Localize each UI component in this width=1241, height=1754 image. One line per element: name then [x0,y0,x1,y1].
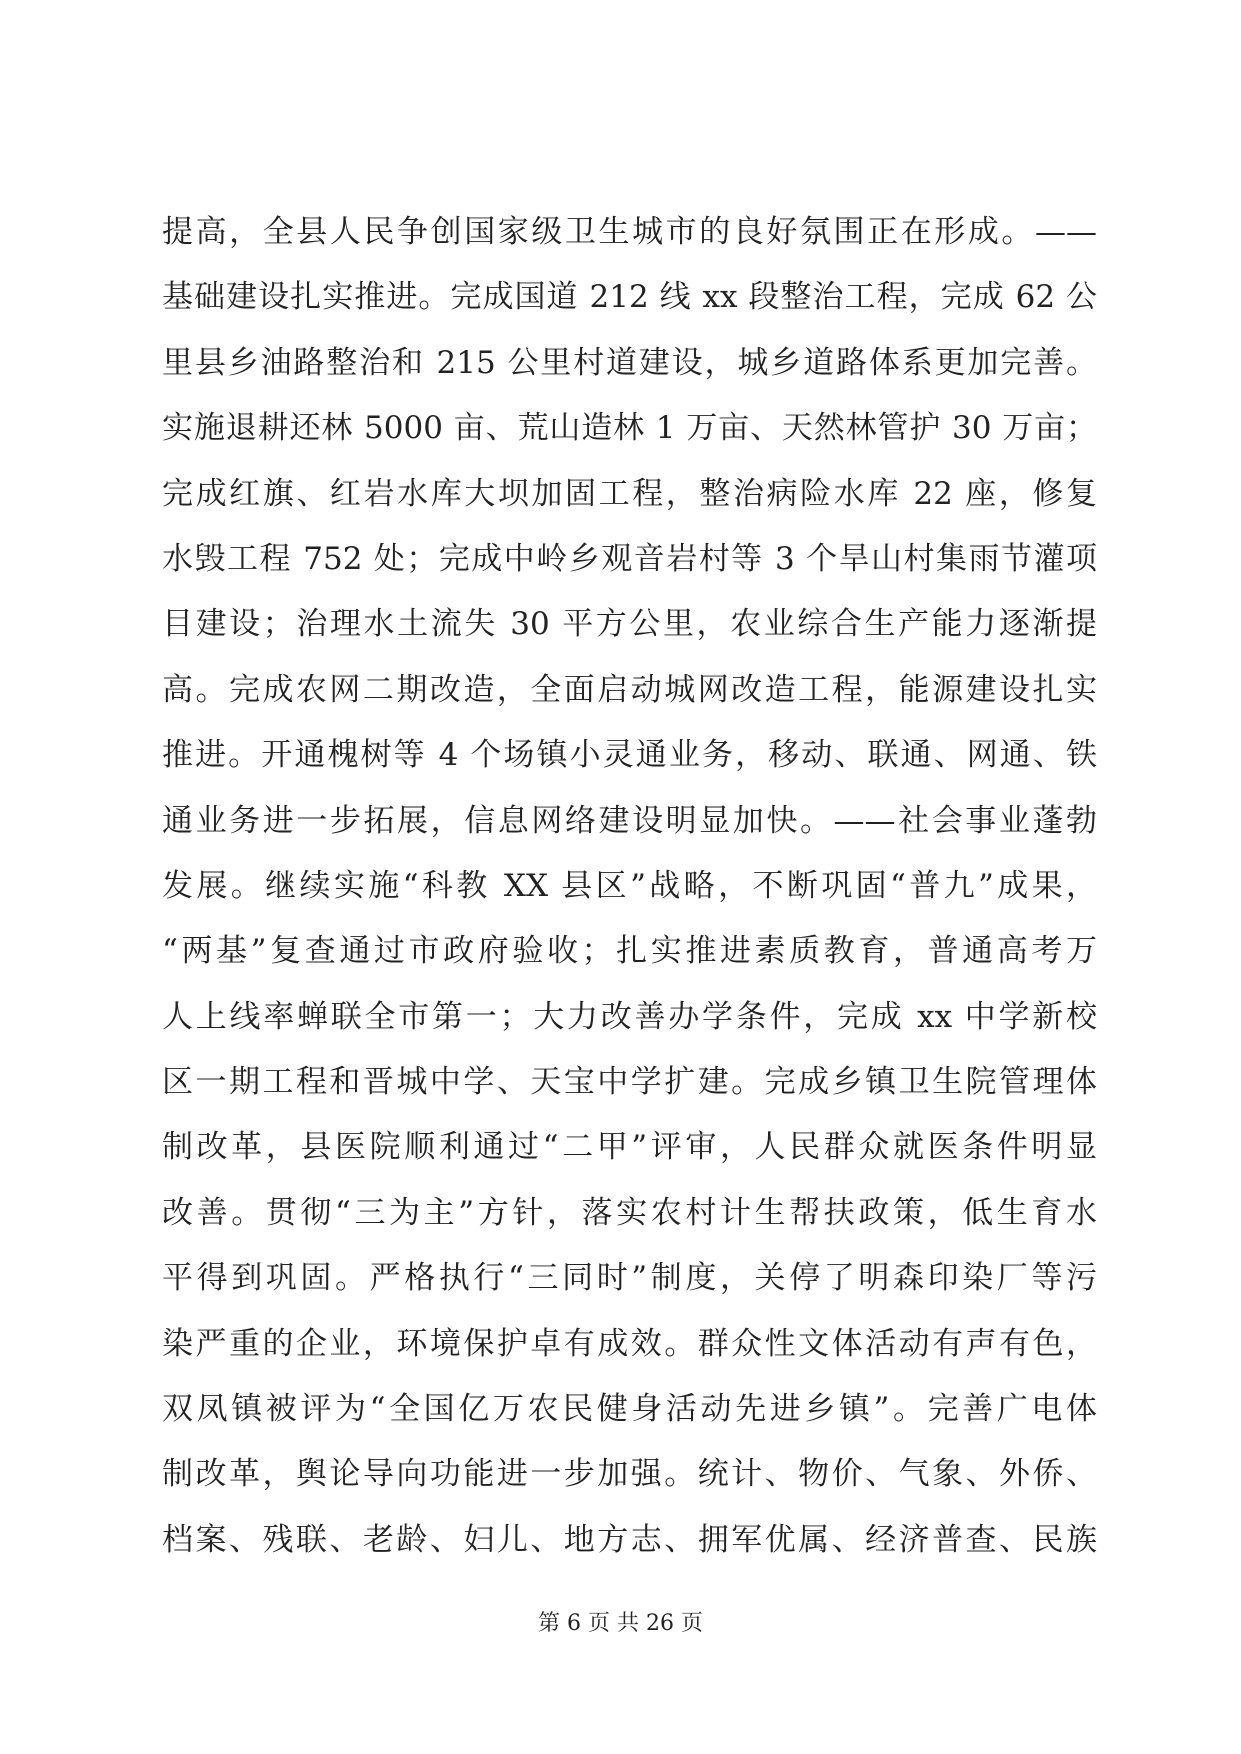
text-line: 染严重的企业，环境保护卓有成效。群众性文体活动有声有色， [162,1325,1097,1362]
text-line: 双凤镇被评为“全国亿万农民健身活动先进乡镇”。完善广电体 [162,1391,1097,1428]
text-line: 改善。贯彻“三为主”方针，落实农村计生帮扶政策，低生育水 [162,1194,1097,1231]
text-line: 平得到巩固。严格执行“三同时”制度，关停了明森印染厂等污 [162,1260,1097,1297]
text-line: 完成红旗、红岩水库大坝加固工程，整治病险水库 22 座，修复 [162,475,1097,512]
text-line: 发展。继续实施“科教 XX 县区”战略，不断巩固“普九”成果， [162,867,1097,904]
text-line: 区一期工程和晋城中学、天宝中学扩建。完成乡镇卫生院管理体 [162,1064,1097,1101]
text-line: 提高，全县人民争创国家级卫生城市的良好氛围正在形成。—— [162,214,1097,250]
text-line: 实施退耕还林 5000 亩、荒山造林 1 万亩、天然林管护 30 万亩； [162,410,1097,447]
page-number-footer: 第 6 页 共 26 页 [538,1611,703,1636]
text-line: 制改革，县医院顺利通过“二甲”评审，人民群众就医条件明显 [162,1129,1097,1166]
text-line: 通业务进一步拓展，信息网络建设明显加快。——社会事业蓬勃 [162,802,1097,839]
text-line: 制改革，舆论导向功能进一步加强。统计、物价、气象、外侨、 [162,1456,1097,1493]
text-line: 人上线率蝉联全市第一；大力改善办学条件，完成 xx 中学新校 [162,998,1097,1035]
text-line: 推进。开通槐树等 4 个场镇小灵通业务，移动、联通、网通、铁 [162,737,1097,774]
text-line: 目建设；治理水土流失 30 平方公里，农业综合生产能力逐渐提 [162,606,1097,643]
body-paragraph [162,200,1097,1573]
text-line: 档案、残联、老龄、妇儿、地方志、拥军优属、经济普查、民族 [162,1521,1097,1558]
text-line: “两基”复查通过市政府验收；扎实推进素质教育，普通高考万 [162,933,1097,970]
text-line: 基础建设扎实推进。完成国道 212 线 xx 段整治工程，完成 62 公 [162,279,1097,316]
text-line: 水毁工程 752 处；完成中岭乡观音岩村等 3 个旱山村集雨节灌项 [162,540,1097,577]
text-line: 里县乡油路整治和 215 公里村道建设，城乡道路体系更加完善。 [162,344,1097,381]
text-line: 高。完成农网二期改造，全面启动城网改造工程，能源建设扎实 [162,671,1097,708]
